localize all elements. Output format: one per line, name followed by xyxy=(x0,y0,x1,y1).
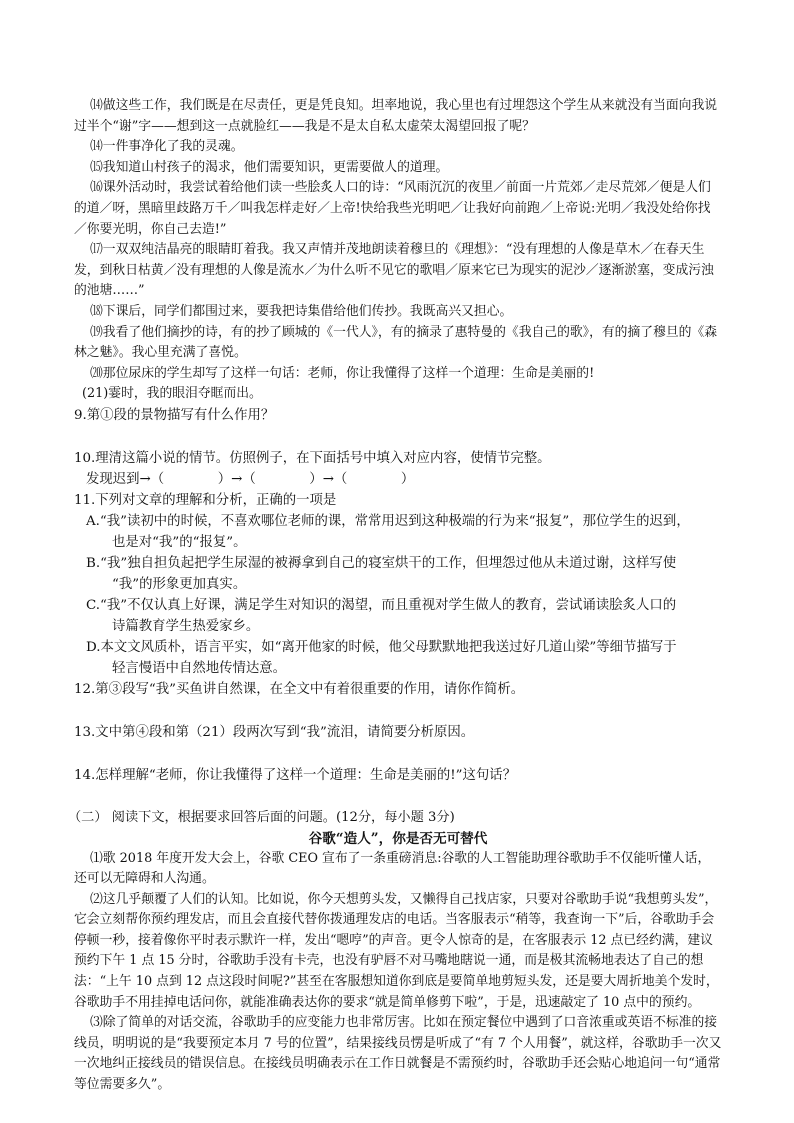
article-title: 谷歌“造人”，你是否无可替代 xyxy=(308,830,488,847)
option-c-line1: C.“我”不仅认真上好课，满足学生对知识的渴望，而且重视对学生做人的教育，尝试诵读脍炙人口的 xyxy=(86,597,677,613)
question-11-option-b xyxy=(86,553,722,595)
question-12: 12.第③段写“我”买鱼讲自然课，在全文中有着很重要的作用，请你作简析。 xyxy=(74,681,525,697)
question-10: 10.理清这篇小说的情节。仿照例子，在下面括号中填入对应内容，使情节完整。 xyxy=(74,450,551,466)
story-paragraph-18: ⒅下课后，同学们都围过来，要我把诗集借给他们传抄。我既高兴又担心。 xyxy=(90,303,513,319)
story-paragraph-20: ⒇那位尿床的学生却写了这样一句话：老师，你让我懂得了这样一个道理：生命是美丽的! xyxy=(90,365,595,381)
option-d-line1: D.本文文风质朴，语言平实，如“离开他家的时候，他父母默默地把我送过好几道山梁”等细节描写于 xyxy=(86,639,677,655)
question-9: 9.第①段的景物描写有什么作用？ xyxy=(74,407,275,423)
question-14: 14.怎样理解“老师，你让我懂得了这样一个道理：生命是美丽的!”这句话？ xyxy=(74,767,517,783)
question-10-example: 发现迟到→（ ）→（ ）→（ ） xyxy=(86,471,415,487)
article-paragraph-3: ⑶除了简单的对话交流，谷歌助手的应变能力也非常厉害。比如在预定餐位中遇到了口音浓重或英语不标准的接线员，明明说的是“我要预定本月 7 号的位置”，结果接线员愣是听成了“有 7 个人用餐”，就这样，谷歌助手一次又一次地纠正接线员的错误信息。在接线员明确表示在工作日就餐是不需预约时，谷歌助手还会贴心地追问一句“通常等位需要多久”。 xyxy=(74,1015,722,1093)
question-13: 13.文中第④段和第（21）段两次写到“我”流泪，请简要分析原因。 xyxy=(74,724,475,740)
option-b-line1: B.“我”独自担负起把学生尿湿的被褥拿到自己的寝室烘干的工作，但埋怨过他从未道过谢，这样写使 xyxy=(86,555,677,571)
section-2-heading: （二） 阅读下文，根据要求回答后面的问题。(12分，每小题 3分) xyxy=(68,809,455,825)
story-paragraph-14: ⒁做这些工作，我们既是在尽责任，更是凭良知。坦率地说，我心里也有过埋怨这个学生从来就没有当面向我说过半个“谢”字——想到这一点就脸红——我是不是太自私太虚荣太渴望回报了呢？ xyxy=(74,98,718,134)
question-11-option-d xyxy=(86,637,722,679)
story-paragraph-17: ⒄一双双纯洁晶亮的眼睛盯着我。我又声情并茂地朗读着穆旦的《理想》：“没有理想的人像是草木／在春天生发，到秋日枯黄／没有理想的人像是流水／为什么听不见它的歌唱／原来它已为现实的泥沙／逐渐淤塞，变成污浊的池塘……” xyxy=(74,242,714,299)
story-paragraph-15: ⒂我知道山村孩子的渴求，他们需要知识，更需要做人的道理。 xyxy=(90,159,449,175)
question-11-option-c xyxy=(86,595,722,637)
question-11-option-a xyxy=(86,511,722,553)
story-paragraph-19: ⒆我看了他们摘抄的诗，有的抄了顾城的《一代人》，有的摘录了惠特曼的《我自己的歌》，有的摘了穆旦的《森林之魅》。我心里充满了喜悦。 xyxy=(74,324,718,361)
document-body xyxy=(68,96,722,1096)
option-b-line2: “我”的形象更加真实。 xyxy=(112,576,247,592)
story-paragraph-16: ⒃课外活动时，我尝试着给他们读一些脍炙人口的诗：“风雨沉沉的夜里／前面一片荒郊／走尽荒郊／便是人们的道／呀，黑暗里歧路万千／叫我怎样走好／上帝!快给我些光明吧／让我好向前跑／上帝说:光明／我没处给你找／你要光明，你自己去造!” xyxy=(74,180,711,237)
article-paragraph-2: ⑵这几乎颠覆了人们的认知。比如说，你今天想剪头发，又懒得自己找店家，只要对谷歌助手说“我想剪头发”，它会立刻帮你预约理发店，而且会直接代替你拨通理发店的电话。当客服表示“稍等，我查询一下”后，谷歌助手会停顿一秒，接着像你平时表示默许一样，发出“嗯哼”的声音。更令人惊奇的是，在客服表示 12 点已经约满，建议预约下午 1 点 15 分时，谷歌助手没有卡壳，也没有驴唇不对马嘴地瞎说一通，而是极其流畅地表达了自己的想法：“上午 10 点到 12 点这段时间呢?”甚至在客服想知道你到底是要简单地剪短头发，还是要大周折地美个发时，谷歌助手不用挂掉电话问你，就能准确表达你的要求“就是简单修剪下啦”，于是，迅速敲定了 10 点中的预约。 xyxy=(74,891,719,1010)
story-paragraph-14b: ⒁一件事净化了我的灵魂。 xyxy=(90,139,244,155)
option-a-line2: 也是对“我”的“报复”。 xyxy=(112,534,247,550)
option-c-line2: 诗篇教育学生热爱家乡。 xyxy=(112,618,260,634)
question-11: 11.下列对文章的理解和分析，正确的一项是 xyxy=(74,492,337,508)
option-d-line2: 轻言慢语中自然地传情达意。 xyxy=(112,660,287,676)
story-paragraph-21: (21)霎时，我的眼泪夺眶而出。 xyxy=(82,386,262,402)
option-a-line1: A.“我”读初中的时候，不喜欢哪位老师的课，常常用迟到这种极端的行为来“报复”，那位学生的迟到， xyxy=(86,513,690,529)
article-paragraph-1: ⑴歌 2018 年度开发大会上，谷歌 CEO 宣布了一条重磅消息:谷歌的人工智能助理谷歌助手不仅能听懂人话，还可以无障碍和人沟通。 xyxy=(74,850,711,887)
